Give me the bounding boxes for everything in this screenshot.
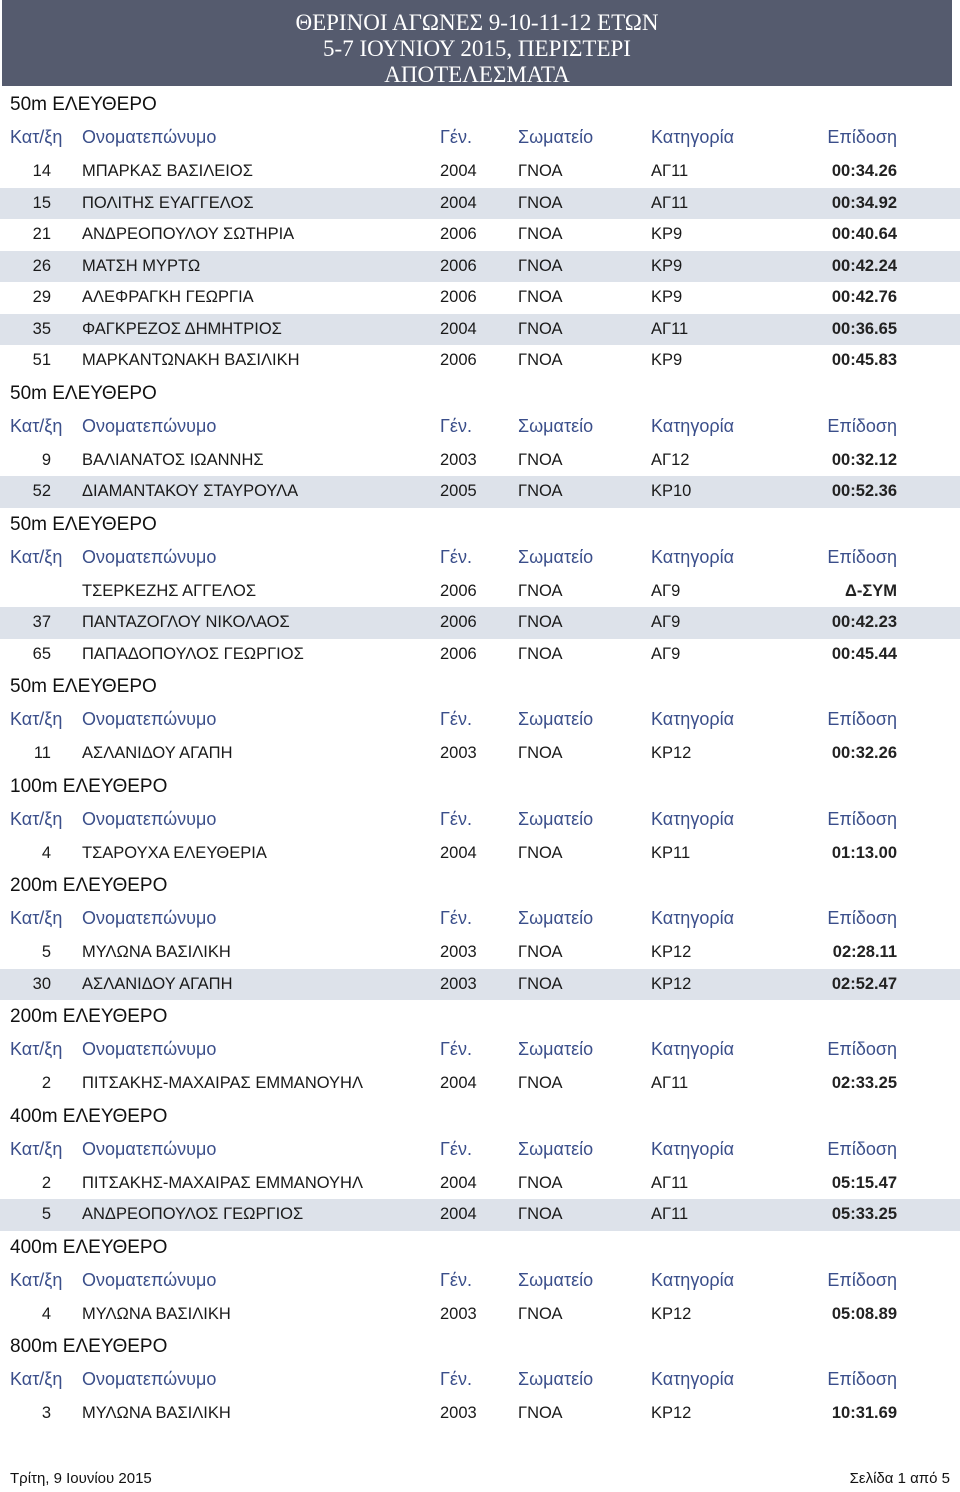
column-header-swimmer-name: Ονοματεπώνυμο <box>82 546 217 567</box>
column-header-club: Σωματείο <box>518 808 594 829</box>
cell-rank: 21 <box>32 225 51 243</box>
cell-category: ΚΡ12 <box>651 974 692 993</box>
column-header-category: Κατηγορία <box>651 709 734 729</box>
result-row <box>0 1168 960 1200</box>
table-header <box>0 542 960 572</box>
event-title: 50m ΕΛΕΥΘΕΡΟ <box>10 382 157 404</box>
column-header-category: Κατηγορία <box>651 1269 734 1290</box>
cell-club: ΓΝΟΑ <box>518 843 563 862</box>
result-row <box>0 476 960 508</box>
cell-birth-year: 2006 <box>440 351 477 369</box>
column-header-swimmer-name: Ονοματεπώνυμο <box>82 1039 217 1059</box>
result-row <box>0 1068 960 1100</box>
column-header-swimmer-name: Ονοματεπώνυμο <box>82 808 217 829</box>
cell-category: ΑΓ11 <box>651 1173 689 1192</box>
cell-performance: 00:45.44 <box>831 644 897 663</box>
cell-club: ΓΝΟΑ <box>518 450 563 469</box>
event-title: 400m ΕΛΕΥΘΕΡΟ <box>10 1105 168 1127</box>
column-header-swimmer-name: Ονοματεπώνυμο <box>82 127 217 147</box>
cell-club: ΓΝΟΑ <box>518 1404 563 1422</box>
column-header-category: Κατηγορία <box>651 808 734 829</box>
cell-birth-year: 2006 <box>440 288 477 306</box>
footer-page-number: Σελίδα 1 από 5 <box>849 1470 950 1487</box>
cell-birth-year: 2004 <box>440 1074 477 1092</box>
cell-rank: 4 <box>41 843 51 862</box>
cell-birth-year: 2006 <box>440 581 477 600</box>
column-header-rank: Κατ/ξη <box>10 415 63 436</box>
event-title: 400m ΕΛΕΥΘΕΡΟ <box>10 1236 168 1258</box>
cell-club: ΓΝΟΑ <box>518 288 563 306</box>
document-header <box>2 0 952 86</box>
result-row <box>0 345 960 377</box>
column-header-category: Κατηγορία <box>651 546 734 567</box>
cell-club: ΓΝΟΑ <box>518 1304 563 1323</box>
cell-performance: 00:34.26 <box>831 162 897 180</box>
cell-swimmer-name: ΠΙΤΣΑΚΗΣ-ΜΑΧΑΙΡΑΣ ΕΜΜΑΝΟΥΗΛ <box>82 1173 363 1192</box>
cell-club: ΓΝΟΑ <box>518 1173 563 1192</box>
result-row <box>0 314 960 346</box>
column-header-swimmer-name: Ονοματεπώνυμο <box>82 1369 217 1389</box>
cell-rank: 2 <box>41 1074 51 1092</box>
table-header <box>0 122 960 152</box>
cell-performance: 02:52.47 <box>831 974 897 993</box>
column-header-category: Κατηγορία <box>651 415 734 436</box>
table-header <box>0 1034 960 1064</box>
column-header-rank: Κατ/ξη <box>10 709 63 729</box>
cell-club: ΓΝΟΑ <box>518 613 563 631</box>
cell-performance: 02:28.11 <box>832 943 897 961</box>
event-title: 800m ΕΛΕΥΘΕΡΟ <box>10 1336 168 1357</box>
cell-performance: 00:42.24 <box>831 256 897 275</box>
column-header-birth-year: Γέν. <box>440 1369 472 1389</box>
column-header-rank: Κατ/ξη <box>10 908 63 928</box>
result-row <box>0 282 960 314</box>
cell-category: ΑΓ12 <box>651 450 690 469</box>
column-header-swimmer-name: Ονοματεπώνυμο <box>82 709 217 729</box>
cell-category: ΚΡ9 <box>651 351 683 369</box>
event-section <box>0 670 960 770</box>
cell-swimmer-name: ΔΙΑΜΑΝΤΑΚΟΥ ΣΤΑΥΡΟΥΛΑ <box>82 482 299 500</box>
result-row <box>0 607 960 639</box>
result-row <box>0 1398 960 1430</box>
column-header-performance: Επίδοση <box>827 1369 897 1389</box>
column-header-performance: Επίδοση <box>827 546 897 567</box>
cell-birth-year: 2006 <box>440 256 477 275</box>
cell-performance: 00:32.12 <box>831 450 897 469</box>
column-header-rank: Κατ/ξη <box>10 546 63 567</box>
column-header-birth-year: Γέν. <box>440 415 472 436</box>
cell-rank: 29 <box>32 288 51 306</box>
column-header-club: Σωματείο <box>518 709 594 729</box>
cell-performance: 01:13.00 <box>831 843 897 862</box>
cell-rank: 52 <box>32 482 51 500</box>
result-row <box>0 251 960 283</box>
cell-club: ΓΝΟΑ <box>518 1074 563 1092</box>
column-header-club: Σωματείο <box>518 415 594 436</box>
cell-performance: 00:42.23 <box>831 613 897 631</box>
result-row <box>0 738 960 770</box>
cell-performance: Δ-ΣΥΜ <box>844 581 897 600</box>
cell-category: ΚΡ9 <box>651 288 683 306</box>
cell-swimmer-name: ΑΛΕΦΡΑΓΚΗ ΓΕΩΡΓΙΑ <box>82 288 254 306</box>
cell-birth-year: 2003 <box>440 943 477 961</box>
cell-category: ΚΡ9 <box>651 225 683 243</box>
column-header-club: Σωματείο <box>518 1039 594 1059</box>
column-header-performance: Επίδοση <box>827 709 897 729</box>
cell-birth-year: 2006 <box>440 225 477 243</box>
column-header-birth-year: Γέν. <box>440 1269 472 1290</box>
cell-category: ΑΓ11 <box>651 1205 689 1223</box>
column-header-performance: Επίδοση <box>827 1138 897 1159</box>
cell-category: ΑΓ9 <box>651 613 681 631</box>
cell-club: ΓΝΟΑ <box>518 193 563 212</box>
column-header-rank: Κατ/ξη <box>10 1138 63 1159</box>
event-section <box>0 88 960 377</box>
cell-swimmer-name: ΑΣΛΑΝΙΔΟΥ ΑΓΑΠΗ <box>82 974 233 993</box>
column-header-category: Κατηγορία <box>651 908 734 928</box>
event-section <box>0 1231 960 1331</box>
cell-performance: 00:52.36 <box>831 482 897 500</box>
column-header-club: Σωματείο <box>518 546 594 567</box>
table-header <box>0 411 960 441</box>
cell-swimmer-name: ΒΑΛΙΑΝΑΤΟΣ ΙΩΑΝΝΗΣ <box>82 450 264 469</box>
cell-birth-year: 2004 <box>440 319 477 338</box>
event-title: 50m ΕΛΕΥΘΕΡΟ <box>10 94 157 115</box>
cell-category: ΚΡ11 <box>651 843 691 862</box>
column-header-birth-year: Γέν. <box>440 709 472 729</box>
cell-rank: 9 <box>41 450 51 469</box>
column-header-category: Κατηγορία <box>651 1039 734 1059</box>
cell-rank: 4 <box>41 1304 51 1323</box>
column-header-club: Σωματείο <box>518 1269 594 1290</box>
column-header-club: Σωματείο <box>518 1369 594 1389</box>
column-header-performance: Επίδοση <box>827 808 897 829</box>
column-header-birth-year: Γέν. <box>440 1138 472 1159</box>
cell-birth-year: 2003 <box>440 450 477 469</box>
cell-birth-year: 2003 <box>440 744 477 762</box>
table-header <box>0 1134 960 1164</box>
cell-birth-year: 2004 <box>440 193 477 212</box>
column-header-club: Σωματείο <box>518 1138 594 1159</box>
header-results-label: ΑΠΟΤΕΛΕΣΜΑΤΑ <box>384 62 570 87</box>
cell-birth-year: 2004 <box>440 1205 477 1223</box>
column-header-birth-year: Γέν. <box>440 808 472 829</box>
page-footer <box>10 1470 950 1492</box>
column-header-club: Σωματείο <box>518 127 594 147</box>
cell-rank: 37 <box>32 613 51 631</box>
results-list <box>0 88 960 1430</box>
cell-club: ΓΝΟΑ <box>518 319 563 338</box>
cell-club: ΓΝΟΑ <box>518 1205 563 1223</box>
header-title: ΘΕΡΙΝΟΙ ΑΓΩΝΕΣ 9-10-11-12 ΕΤΩΝ <box>295 10 659 35</box>
cell-performance: 00:36.65 <box>831 319 897 338</box>
footer-date: Τρίτη, 9 Ιουνίου 2015 <box>10 1470 152 1487</box>
cell-performance: 00:34.92 <box>831 193 897 212</box>
cell-performance: 00:32.26 <box>831 744 897 762</box>
column-header-birth-year: Γέν. <box>440 908 472 928</box>
cell-rank: 5 <box>41 943 51 961</box>
column-header-rank: Κατ/ξη <box>10 1269 63 1290</box>
result-row <box>0 188 960 220</box>
column-header-rank: Κατ/ξη <box>10 127 63 147</box>
result-row <box>0 445 960 477</box>
cell-rank: 3 <box>41 1404 51 1422</box>
event-section <box>0 1100 960 1231</box>
cell-performance: 10:31.69 <box>831 1404 897 1422</box>
event-section <box>0 869 960 1000</box>
column-header-category: Κατηγορία <box>651 127 734 147</box>
result-row <box>0 969 960 1001</box>
cell-club: ΓΝΟΑ <box>518 256 563 275</box>
cell-category: ΑΓ11 <box>651 319 689 338</box>
column-header-birth-year: Γέν. <box>440 1039 472 1059</box>
column-header-club: Σωματείο <box>518 908 594 928</box>
cell-swimmer-name: ΜΑΡΚΑΝΤΩΝΑΚΗ ΒΑΣΙΛΙΚΗ <box>82 351 300 369</box>
column-header-category: Κατηγορία <box>651 1369 734 1389</box>
column-header-performance: Επίδοση <box>827 908 897 928</box>
column-header-birth-year: Γέν. <box>440 546 472 567</box>
cell-rank: 35 <box>32 319 51 338</box>
cell-swimmer-name: ΜΠΑΡΚΑΣ ΒΑΣΙΛΕΙΟΣ <box>82 162 253 180</box>
cell-club: ΓΝΟΑ <box>518 744 563 762</box>
event-title: 200m ΕΛΕΥΘΕΡΟ <box>10 1006 168 1027</box>
table-header <box>0 903 960 933</box>
column-header-swimmer-name: Ονοματεπώνυμο <box>82 1138 217 1159</box>
cell-club: ΓΝΟΑ <box>518 482 563 500</box>
table-header <box>0 704 960 734</box>
column-header-performance: Επίδοση <box>827 415 897 436</box>
column-header-performance: Επίδοση <box>827 1269 897 1290</box>
cell-rank: 26 <box>32 256 51 275</box>
column-header-rank: Κατ/ξη <box>10 808 63 829</box>
table-header <box>0 804 960 834</box>
cell-category: ΑΓ11 <box>651 162 689 180</box>
result-row <box>0 639 960 671</box>
cell-category: ΑΓ9 <box>651 581 681 600</box>
cell-performance: 05:33.25 <box>831 1205 897 1223</box>
column-header-birth-year: Γέν. <box>440 127 472 147</box>
column-header-swimmer-name: Ονοματεπώνυμο <box>82 1269 217 1290</box>
cell-category: ΚΡ9 <box>651 256 683 275</box>
cell-rank: 30 <box>32 974 51 993</box>
table-header <box>0 1364 960 1394</box>
cell-category: ΚΡ12 <box>651 943 692 961</box>
cell-swimmer-name: ΠΑΠΑΔΟΠΟΥΛΟΣ ΓΕΩΡΓΙΟΣ <box>82 644 304 663</box>
cell-swimmer-name: ΤΣΑΡΟΥΧΑ ΕΛΕΥΘΕΡΙΑ <box>82 843 267 862</box>
event-title: 50m ΕΛΕΥΘΕΡΟ <box>10 676 157 697</box>
column-header-swimmer-name: Ονοματεπώνυμο <box>82 415 217 436</box>
event-title: 100m ΕΛΕΥΘΕΡΟ <box>10 775 168 797</box>
table-header <box>0 1265 960 1295</box>
cell-club: ΓΝΟΑ <box>518 351 563 369</box>
cell-rank: 65 <box>32 644 51 663</box>
cell-swimmer-name: ΜΥΛΩΝΑ ΒΑΣΙΛΙΚΗ <box>82 943 231 961</box>
cell-rank: 2 <box>41 1173 51 1192</box>
cell-club: ΓΝΟΑ <box>518 943 563 961</box>
cell-swimmer-name: ΜΥΛΩΝΑ ΒΑΣΙΛΙΚΗ <box>82 1404 231 1422</box>
cell-swimmer-name: ΠΑΝΤΑΖΟΓΛΟΥ ΝΙΚΟΛΑΟΣ <box>82 613 290 631</box>
cell-swimmer-name: ΜΥΛΩΝΑ ΒΑΣΙΛΙΚΗ <box>82 1304 231 1323</box>
cell-category: ΑΓ9 <box>651 644 681 663</box>
cell-rank: 14 <box>32 162 51 180</box>
cell-club: ΓΝΟΑ <box>518 581 563 600</box>
cell-birth-year: 2004 <box>440 162 477 180</box>
cell-birth-year: 2005 <box>440 482 477 500</box>
cell-category: ΑΓ11 <box>651 1074 689 1092</box>
cell-swimmer-name: ΑΝΔΡΕΟΠΟΥΛΟΣ ΓΕΩΡΓΙΟΣ <box>82 1205 304 1223</box>
cell-birth-year: 2003 <box>440 1304 477 1323</box>
event-section <box>0 377 960 508</box>
column-header-rank: Κατ/ξη <box>10 1039 63 1059</box>
cell-birth-year: 2003 <box>440 974 477 993</box>
cell-birth-year: 2006 <box>440 644 477 663</box>
cell-rank: 5 <box>41 1205 51 1223</box>
event-section <box>0 508 960 671</box>
cell-swimmer-name: ΜΑΤΣΗ ΜΥΡΤΩ <box>82 256 201 275</box>
column-header-swimmer-name: Ονοματεπώνυμο <box>82 908 217 928</box>
cell-birth-year: 2004 <box>440 1173 477 1192</box>
cell-category: ΚΡ12 <box>651 744 692 762</box>
column-header-performance: Επίδοση <box>827 127 897 147</box>
cell-birth-year: 2006 <box>440 613 477 631</box>
cell-category: ΚΡ12 <box>651 1404 692 1422</box>
cell-swimmer-name: ΤΣΕΡΚΕΖΗΣ ΑΓΓΕΛΟΣ <box>82 581 257 600</box>
cell-birth-year: 2003 <box>440 1404 477 1422</box>
event-title: 50m ΕΛΕΥΘΕΡΟ <box>10 513 157 535</box>
result-row <box>0 576 960 608</box>
cell-performance: 00:42.76 <box>831 288 897 306</box>
cell-performance: 05:15.47 <box>831 1173 897 1192</box>
cell-club: ΓΝΟΑ <box>518 162 563 180</box>
result-row <box>0 937 960 969</box>
cell-club: ΓΝΟΑ <box>518 225 563 243</box>
result-row <box>0 219 960 251</box>
cell-swimmer-name: ΑΝΔΡΕΟΠΟΥΛΟΥ ΣΩΤΗΡΙΑ <box>82 225 295 243</box>
cell-rank: 11 <box>33 744 51 762</box>
result-row <box>0 838 960 870</box>
cell-swimmer-name: ΦΑΓΚΡΕΖΟΣ ΔΗΜΗΤΡΙΟΣ <box>82 319 282 338</box>
cell-swimmer-name: ΠΙΤΣΑΚΗΣ-ΜΑΧΑΙΡΑΣ ΕΜΜΑΝΟΥΗΛ <box>82 1074 363 1092</box>
event-title: 200m ΕΛΕΥΘΕΡΟ <box>10 875 168 896</box>
cell-club: ΓΝΟΑ <box>518 974 563 993</box>
column-header-performance: Επίδοση <box>827 1039 897 1059</box>
cell-category: ΚΡ12 <box>651 1304 692 1323</box>
header-dates-venue: 5-7 ΙΟΥΝΙΟΥ 2015, ΠΕΡΙΣΤΕΡΙ <box>323 36 631 61</box>
cell-category: ΑΓ11 <box>651 193 689 212</box>
cell-performance: 05:08.89 <box>831 1304 897 1323</box>
event-section <box>0 770 960 870</box>
column-header-rank: Κατ/ξη <box>10 1369 63 1389</box>
cell-rank: 51 <box>32 351 51 369</box>
cell-performance: 02:33.25 <box>831 1074 897 1092</box>
cell-swimmer-name: ΠΟΛΙΤΗΣ ΕΥΑΓΓΕΛΟΣ <box>82 193 254 212</box>
result-row <box>0 1199 960 1231</box>
cell-performance: 00:45.83 <box>831 351 897 369</box>
cell-club: ΓΝΟΑ <box>518 644 563 663</box>
event-section <box>0 1330 960 1430</box>
result-row <box>0 1299 960 1331</box>
column-header-category: Κατηγορία <box>651 1138 734 1159</box>
event-section <box>0 1000 960 1100</box>
cell-birth-year: 2004 <box>440 843 477 862</box>
cell-swimmer-name: ΑΣΛΑΝΙΔΟΥ ΑΓΑΠΗ <box>82 744 233 762</box>
cell-category: ΚΡ10 <box>651 482 692 500</box>
result-row <box>0 156 960 188</box>
cell-performance: 00:40.64 <box>831 225 897 243</box>
cell-rank: 15 <box>32 193 51 212</box>
